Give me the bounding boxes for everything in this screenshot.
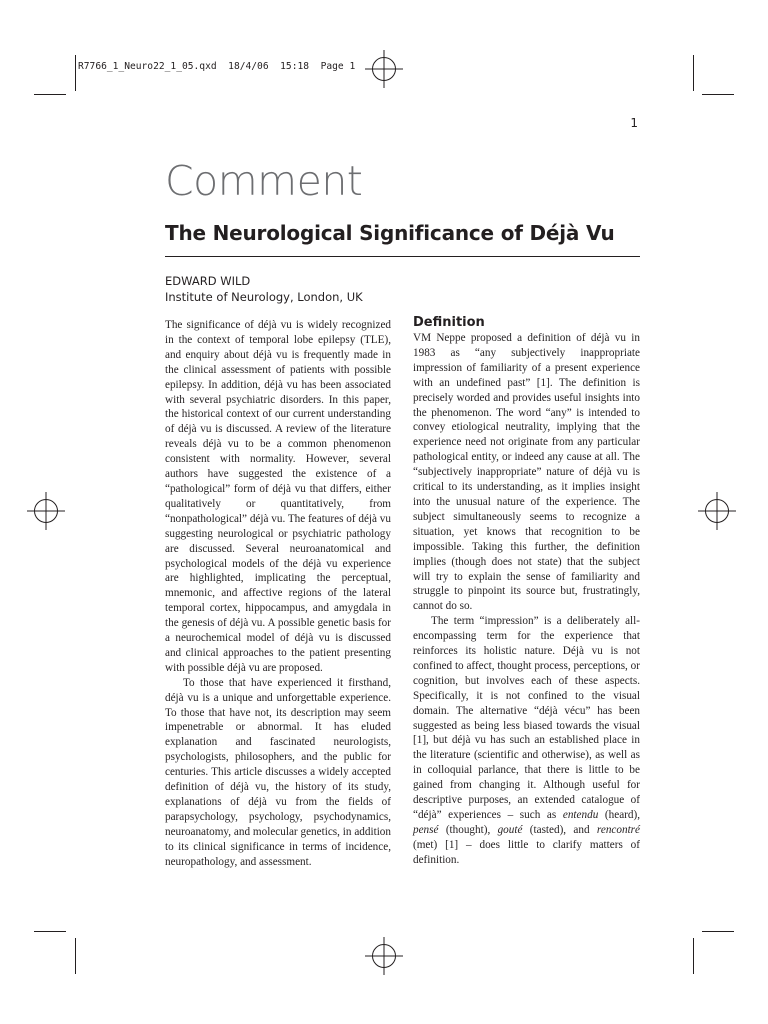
page-number: 1 <box>630 116 638 130</box>
definition-paragraph-1: VM Neppe proposed a definition of déjà vu in 1983 as “any subjectively inappropriate impression of familiarity of a present experience with an undefined past” [1]. The definition is precisely worded and provides useful insights into the phenomenon. The word “any” is intended to convey etiological neutrality, implying that the experience need not originate from any particular pathological entity, or indeed any cause at all. The “subjectively inappropriate” nature of déjà vu is critical to its understanding, as it implies insight into the unusual nature of the experience. The subject simultaneously seems to recognize a situation, yet knows that recognition to be impossible. Taking this further, the definition implies (though does not state) that the subject will try to explain the sense of familiarity and struggle to pinpoint its source but, frustratingly, cannot do so. <box>413 332 640 613</box>
registration-mark-top <box>372 57 396 81</box>
crop-mark-top-left-v <box>75 55 76 91</box>
registration-mark-right <box>705 499 729 523</box>
crop-mark-bottom-left-v <box>75 938 76 974</box>
abstract-paragraph: The significance of déjà vu is widely recognized in the context of temporal lobe epilepsy (TLE), and enquiry about déjà vu is frequently made in the clinical assessment of patients with possible epilepsy. In addition, déjà vu has been associated with several psychiatric disorders. In this paper, the historical context of our current understanding of déjà vu is discussed. A review of the literature reveals déjà vu to be a common phenomenon consistent with normality. However, several authors have suggested the existence of a “pathological” form of déjà vu that differs, either qualitatively or quantitatively, from “nonpathological” déjà vu. The features of déjà vu suggesting neurological or psychiatric pathology are discussed. Several neuroanatomical and psychological models of the déjà vu experience are highlighted, implicating the perceptual, mnemonic, and affective regions of the lateral temporal cortex, hippocampus, and amygdala in the genesis of déjà vu. A possible genetic basis for a neurochemical model of déjà vu is discussed and clinical approaches to the patient presenting with possible déjà vu are proposed. <box>165 319 391 674</box>
crop-mark-bottom-left-h <box>34 931 66 932</box>
crop-mark-top-left-h <box>34 94 66 95</box>
crop-mark-top-right-v <box>693 55 694 91</box>
intro-paragraph: To those that have experienced it firsthand, déjà vu is a unique and unforgettable experience. To those that have not, its description may seem impenetrable or abnormal. It has eluded explanation and fascinated neurologists, psychologists, philosophers, and the public for centuries. This article discusses a widely accepted definition of déjà vu, the history of its study, explanations of déjà vu from the fields of parapsychology, psychology, psychodynamics, neuroanatomy, and molecular genetics, in addition to its clinical significance in terms of incidence, neuropathology, and assessment. <box>165 676 391 868</box>
term-pense: pensé <box>413 823 439 836</box>
crop-mark-bottom-right-v <box>693 938 694 974</box>
crop-mark-bottom-right-h <box>702 931 734 932</box>
registration-mark-bottom <box>372 944 396 968</box>
term-rencontre: rencontré <box>596 823 640 836</box>
section-label: Comment <box>165 157 363 205</box>
print-slug: R7766_1_Neuro22_1_05.qxd 18/4/06 15:18 Page 1 <box>78 61 356 72</box>
author-name: EDWARD WILD <box>165 274 251 288</box>
term-goute: gouté <box>497 823 523 836</box>
definition-paragraph-2: The term “impression” is a deliberately all-encompassing term for the experience that reinforces its holistic nature. Déjà vu is not confined to affect, thought process, perceptions, or cognition, but involves each of these aspects. Specifically, it is not confined to the visual domain. The alternative “déjà vécu” has been suggested as being less biased towards the visual [1], but déjà vu has such an established place in the literature (scientific and otherwise), as well as in colloquial parlance, that there is little to be gained from changing it. Although useful for descriptive purposes, an extended catalogue of “déjà” experiences – such as entendu (heard), pensé (thought), gouté (tasted), and rencontré (met) [1] – does little to clarify matters of definition. <box>413 615 641 866</box>
definition-heading: Definition <box>413 315 485 330</box>
author-affiliation: Institute of Neurology, London, UK <box>165 290 363 304</box>
article-title: The Neurological Significance of Déjà Vu <box>165 221 615 245</box>
right-column <box>413 331 640 868</box>
title-rule <box>165 256 640 257</box>
registration-mark-left <box>34 499 58 523</box>
left-column <box>165 318 391 870</box>
crop-mark-top-right-h <box>702 94 734 95</box>
term-entendu: entendu <box>562 809 599 821</box>
